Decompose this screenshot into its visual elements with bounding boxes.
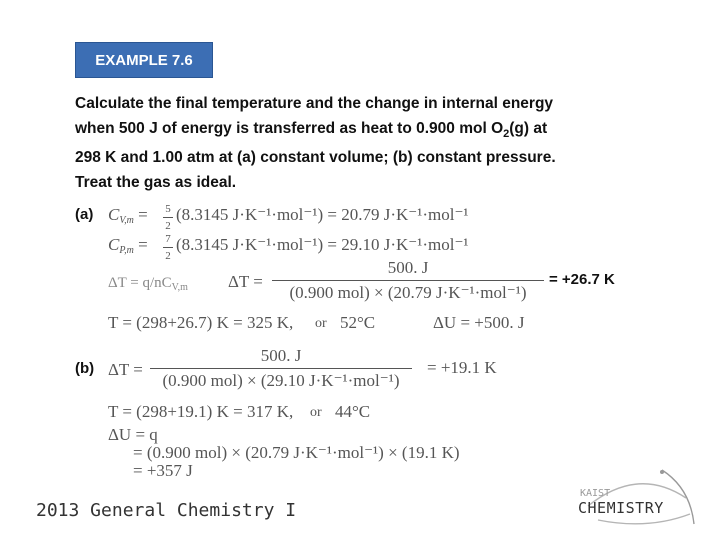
kaist-chemistry-logo	[578, 468, 698, 528]
cp-rhs: (8.3145 J·K⁻¹·mol⁻¹) = 29.10 J·K⁻¹·mol⁻¹	[176, 235, 469, 254]
problem-line-3: 298 K and 1.00 atm at (a) constant volume; (b) constant pressure.	[75, 149, 556, 167]
t-b-or: or	[310, 405, 322, 420]
problem-line-2: when 500 J of energy is transferred as heat to 0.900 mol $O_2(g)$ at	[75, 119, 548, 140]
problem-line-4: Treat the gas as ideal.	[75, 173, 237, 191]
cv-equation: CV,m =	[108, 205, 148, 226]
cv-fraction: 5 2	[163, 203, 173, 232]
t-a-or: or	[315, 316, 327, 331]
t-b-line: T = (298+19.1) K = 317 K,	[108, 402, 294, 421]
example-badge: EXAMPLE 7.6	[75, 42, 213, 78]
dt-a-fraction: 500. J (0.900 mol) × (20.79 J·K⁻¹·mol⁻¹)	[272, 258, 544, 303]
t-a-line: T = (298+26.7) K = 325 K,	[108, 313, 294, 332]
t-b-celsius: 44°C	[335, 402, 371, 421]
problem-statement	[75, 92, 675, 195]
dt-b-result: = +19.1 K	[427, 358, 497, 377]
part-b-label: (b)	[75, 360, 95, 377]
du-b-line-1: ΔU = q	[108, 425, 158, 444]
cv-rhs: (8.3145 J·K⁻¹·mol⁻¹) = 20.79 J·K⁻¹·mol⁻¹	[176, 205, 469, 224]
cp-equation: CP,m =	[108, 235, 148, 256]
cp-fraction: 7 2	[163, 233, 173, 262]
dt-a-result: = +26.7 K	[549, 271, 615, 288]
dt-b-lhs: ΔT =	[108, 360, 143, 379]
du-b-line-3: = +357 J	[133, 461, 193, 480]
dt-a-lhs: ΔT =	[228, 272, 263, 291]
logo-chemistry-text: CHEMISTRY	[578, 499, 664, 517]
dt-formula-ghost: $\Delta T = q/nC_{V,m}$	[108, 275, 188, 293]
du-a-line: ΔU = +500. J	[433, 313, 525, 332]
dt-b-fraction: 500. J (0.900 mol) × (29.10 J·K⁻¹·mol⁻¹)	[150, 346, 412, 391]
du-b-line-2: = (0.900 mol) × (20.79 J·K⁻¹·mol⁻¹) × (19.1 K)	[133, 443, 460, 462]
logo-kaist-text: KAIST	[580, 488, 611, 499]
course-footer: 2013 General Chemistry I	[36, 500, 297, 521]
problem-line-1: Calculate the final temperature and the change in internal energy	[75, 95, 554, 112]
part-a-label: (a)	[75, 206, 94, 223]
t-a-celsius: 52°C	[340, 313, 376, 332]
